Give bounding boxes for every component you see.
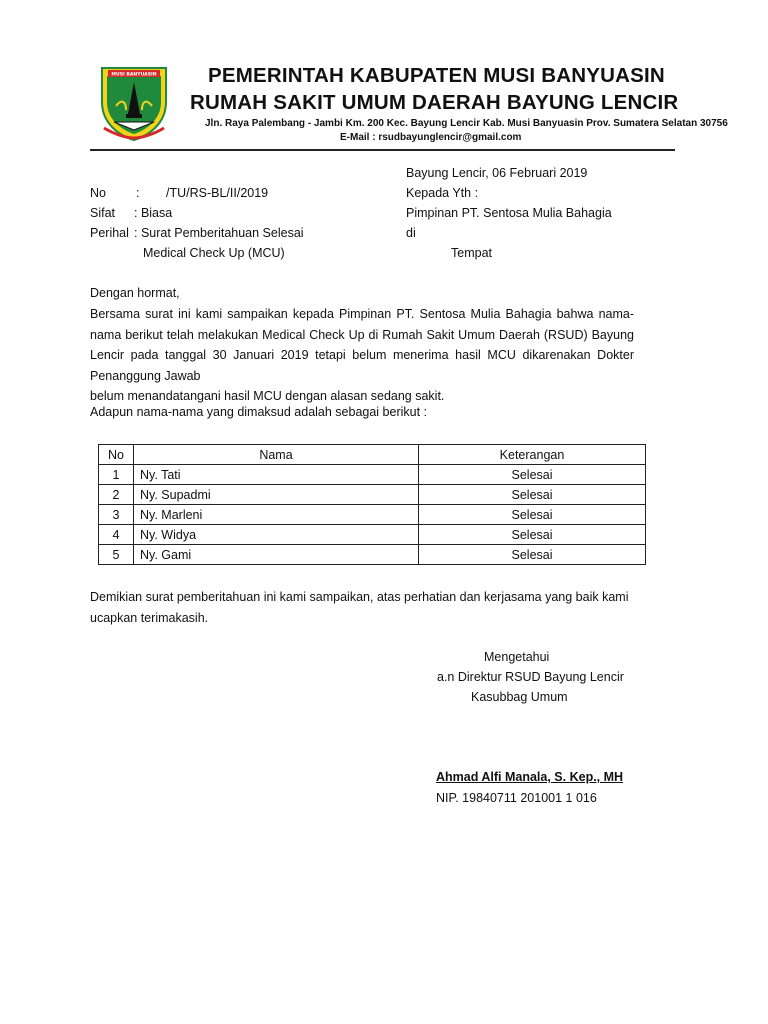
- header-divider: [90, 149, 675, 151]
- tempat-label: Tempat: [451, 246, 492, 260]
- cell-keterangan: Selesai: [419, 505, 646, 525]
- cell-nama: Ny. Tati: [134, 465, 419, 485]
- cell-no: 2: [99, 485, 134, 505]
- paragraph-1-text: Bersama surat ini kami sampaikan kepada Pimpinan PT. Sentosa Mulia Bahagia bahwa nama-nama berikut telah melakukan Medical Check Up di Rumah Sakit Umum Daerah (RSUD) Bayung Lencir pada tanggal 30 Januari 2019 tetapi belum menerima hasil MCU dikarenakan Dokter Penanggung Jawab: [90, 307, 634, 383]
- col-header-no: No: [99, 445, 134, 465]
- logo-text: MUSI BANYUASIN: [111, 72, 157, 78]
- paragraph-1-last-line: belum menandatangani hasil MCU dengan alasan sedang sakit.: [90, 389, 445, 403]
- no-colon: :: [136, 186, 140, 200]
- header-address: Jln. Raya Palembang - Jambi Km. 200 Kec. Bayung Lencir Kab. Musi Banyuasin Prov. Sumatera Selatan 30756: [205, 118, 728, 129]
- signatory-nip: NIP. 19840711 201001 1 016: [436, 791, 597, 805]
- header-email: E-Mail : rsudbayunglencir@gmail.com: [340, 132, 522, 143]
- cell-no: 4: [99, 525, 134, 545]
- cell-nama: Ny. Marleni: [134, 505, 419, 525]
- table-row: [99, 525, 646, 545]
- col-header-nama: Nama: [134, 445, 419, 465]
- col-header-keterangan: Keterangan: [419, 445, 646, 465]
- position: Kasubbag Umum: [471, 690, 568, 704]
- cell-no: 3: [99, 505, 134, 525]
- header-line-2: RUMAH SAKIT UMUM DAERAH BAYUNG LENCIR: [190, 91, 679, 114]
- mengetahui: Mengetahui: [484, 650, 550, 664]
- cell-keterangan: Selesai: [419, 545, 646, 565]
- table-row: [99, 485, 646, 505]
- cell-no: 1: [99, 465, 134, 485]
- table-row: [99, 545, 646, 565]
- cell-nama: Ny. Widya: [134, 525, 419, 545]
- sifat-label: Sifat: [90, 206, 116, 220]
- table-row: [99, 465, 646, 485]
- paragraph-1: [90, 304, 634, 407]
- place-date: Bayung Lencir, 06 Februari 2019: [406, 166, 588, 180]
- regency-logo: [96, 62, 172, 142]
- perihal-value-1: : Surat Pemberitahuan Selesai: [134, 226, 304, 240]
- salutation: Dengan hormat,: [90, 286, 180, 300]
- kepada-label: Kepada Yth :: [406, 186, 479, 200]
- recipient: Pimpinan PT. Sentosa Mulia Bahagia: [406, 206, 612, 220]
- no-label: No: [90, 186, 106, 200]
- an-director: a.n Direktur RSUD Bayung Lencir: [437, 670, 624, 684]
- cell-keterangan: Selesai: [419, 485, 646, 505]
- closing-line-2: ucapkan terimakasih.: [90, 611, 209, 625]
- perihal-value-2: Medical Check Up (MCU): [143, 246, 285, 260]
- cell-keterangan: Selesai: [419, 525, 646, 545]
- table-header-row: [99, 445, 646, 465]
- closing-line-1: Demikian surat pemberitahuan ini kami sampaikan, atas perhatian dan kerjasama yang baik kami: [90, 590, 629, 604]
- paragraph-2: Adapun nama-nama yang dimaksud adalah sebagai berikut :: [90, 405, 428, 419]
- no-value: /TU/RS-BL/II/2019: [166, 186, 269, 200]
- header-line-1: PEMERINTAH KABUPATEN MUSI BANYUASIN: [208, 64, 665, 87]
- signatory-name: Ahmad Alfi Manala, S. Kep., MH: [436, 770, 624, 784]
- perihal-label: Perihal: [90, 226, 129, 240]
- cell-nama: Ny. Supadmi: [134, 485, 419, 505]
- mcu-table: [98, 444, 646, 565]
- table-row: [99, 505, 646, 525]
- cell-no: 5: [99, 545, 134, 565]
- cell-keterangan: Selesai: [419, 465, 646, 485]
- cell-nama: Ny. Gami: [134, 545, 419, 565]
- di-label: di: [406, 226, 416, 240]
- sifat-value: : Biasa: [134, 206, 173, 220]
